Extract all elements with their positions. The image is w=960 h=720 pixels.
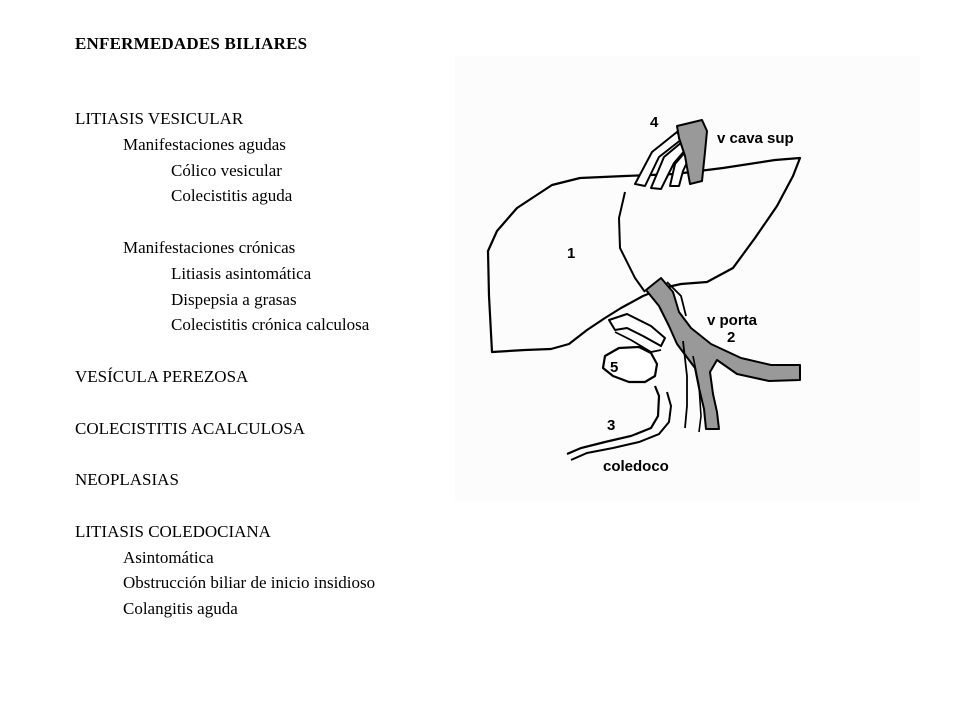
lobe-division-line (619, 192, 645, 292)
outline-heading: VESÍCULA PEREZOSA (75, 366, 249, 386)
label-2: 2 (727, 329, 736, 346)
outline-item: Manifestaciones agudas (123, 134, 286, 154)
outline-item: Obstrucción biliar de inicio insidioso (123, 573, 376, 593)
outline-item: Cólico vesicular (171, 160, 282, 180)
outline-item: Dispepsia a grasas (171, 289, 297, 309)
liver-anatomy-diagram (455, 56, 920, 501)
outline-heading: COLECISTITIS ACALCULOSA (75, 418, 305, 438)
label-4: 4 (650, 114, 659, 131)
common-bile-duct-inner (571, 392, 671, 460)
label-1: 1 (567, 245, 576, 262)
cystic-duct-upper (609, 314, 665, 346)
portal-vein (646, 278, 800, 429)
outline-spacer (75, 338, 455, 364)
outline-spacer (75, 390, 455, 416)
outline-item: Asintomática (123, 547, 214, 567)
label-vena-cava: v cava sup (717, 130, 794, 147)
outline-heading: NEOPLASIAS (75, 470, 179, 490)
outline-heading: LITIASIS COLEDOCIANA (75, 521, 271, 541)
label-3: 3 (607, 417, 616, 434)
outline-item: Colecistitis aguda (171, 186, 293, 206)
outline-spacer (75, 493, 455, 519)
outline-heading: LITIASIS VESICULAR (75, 109, 244, 128)
outline-item: Colangitis aguda (123, 599, 238, 619)
outline-spacer (75, 209, 455, 235)
label-coledoco: coledoco (603, 458, 669, 475)
label-vena-porta: v porta (707, 312, 758, 329)
outline-spacer (75, 441, 455, 467)
slide-title: ENFERMEDADES BILIARES (75, 34, 308, 53)
label-5: 5 (610, 359, 619, 376)
outline-list (75, 106, 455, 622)
outline-item: Manifestaciones crónicas (123, 237, 296, 257)
liver-anatomy-svg (455, 56, 920, 501)
outline-item: Colecistitis crónica calculosa (171, 315, 370, 335)
outline-item: Litiasis asintomática (171, 263, 312, 283)
